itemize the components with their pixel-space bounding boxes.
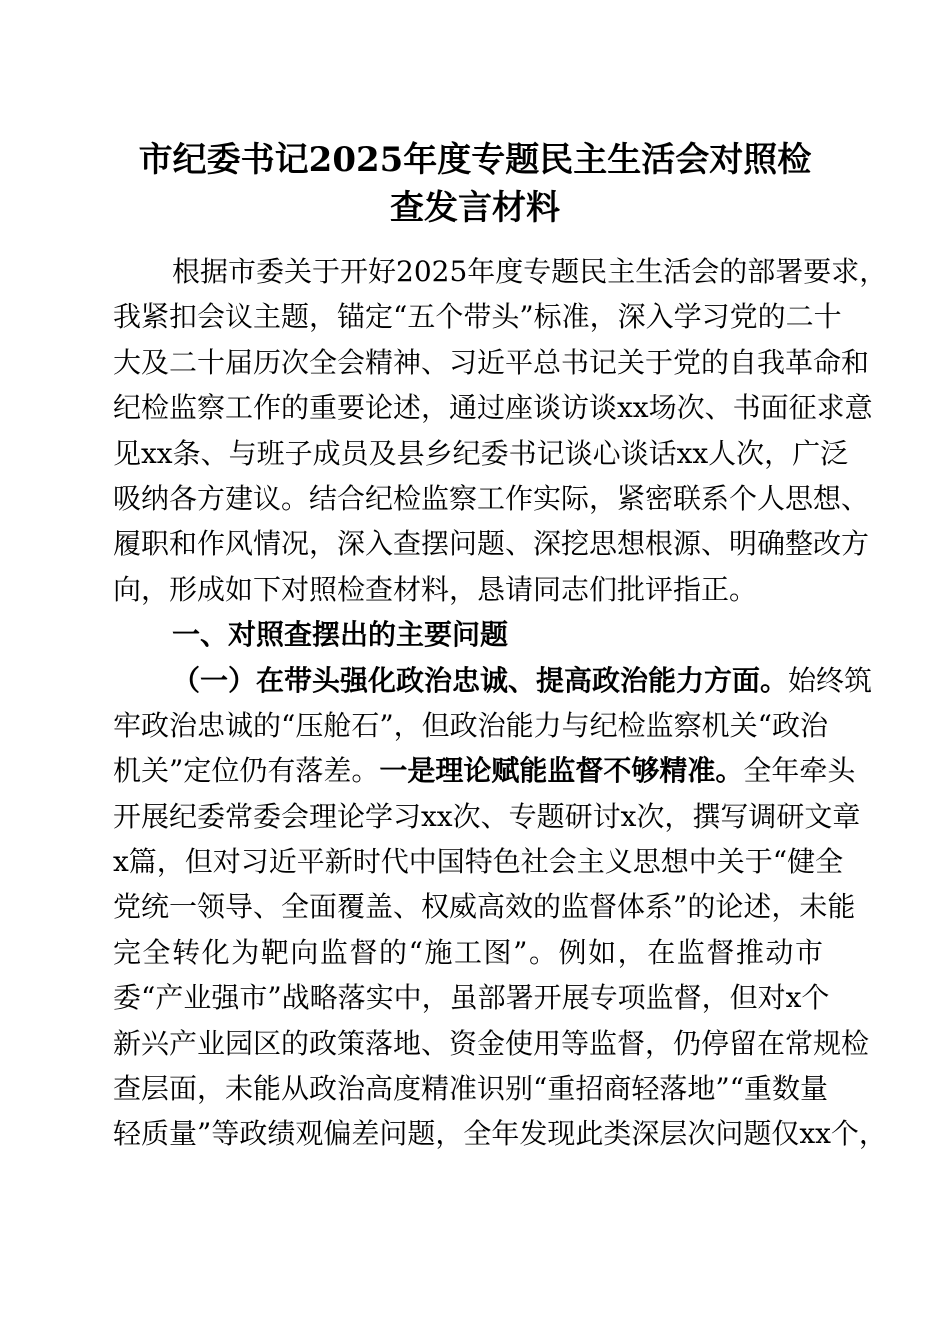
text-segment: 机关”定位仍有落差。 <box>113 754 380 788</box>
text-line <box>113 249 888 294</box>
text-segment: 履职和作风情况，深入查摆问题、深挖思想根源、明确整改方 <box>113 527 870 561</box>
text-line <box>113 703 828 748</box>
text-segment: 开展纪委常委会理论学习xx次、专题研讨x次，撰写调研文章 <box>113 799 861 833</box>
bold-text: 一是理论赋能监督不够精准。 <box>379 754 744 788</box>
text-line <box>113 794 861 839</box>
text-segment: 党统一领导、全面覆盖、权威高效的监督体系”的论述，未能 <box>113 890 856 924</box>
text-segment: 查层面，未能从政治高度精准识别“重招商轻落地”“重数量 <box>113 1072 828 1106</box>
text-segment: 委“产业强市”战略落实中，虽部署开展专项监督，但对x个 <box>113 981 830 1015</box>
text-segment: 根据市委关于开好2025年度专题民主生活会的部署要求， <box>172 255 888 288</box>
text-segment: 见xx条、与班子成员及县乡纪委书记谈心谈话xx人次，广泛 <box>113 436 849 470</box>
text-line <box>113 431 849 476</box>
text-segment: 吸纳各方建议。结合纪检监察工作实际，紧密联系个人思想、 <box>113 481 870 515</box>
text-segment: 轻质量”等政绩观偏差问题，全年发现此类深层次问题仅xx个， <box>113 1117 887 1151</box>
section-heading <box>113 612 823 657</box>
text-segment: 大及二十届历次全会精神、习近平总书记关于党的自我革命和 <box>113 345 870 379</box>
text-line <box>113 521 870 566</box>
text-segment: 全年牵头 <box>743 754 856 788</box>
text-segment: 牢政治忠诚的“压舱石”，但政治能力与纪检监察机关“政治 <box>113 708 828 742</box>
text-line <box>113 1021 870 1066</box>
text-line <box>113 1066 828 1111</box>
text-line <box>113 340 870 385</box>
document-body <box>113 249 888 1157</box>
text-line <box>113 930 823 975</box>
text-line <box>113 839 844 884</box>
text-segment: 纪检监察工作的重要论述，通过座谈访谈xx场次、书面征求意 <box>113 391 873 425</box>
text-segment: 我紧扣会议主题，锚定“五个带头”标准，深入学习党的二十 <box>113 300 842 334</box>
text-line <box>113 658 873 703</box>
document-title-line-2: 查发言材料 <box>390 188 560 228</box>
text-segment: 新兴产业园区的政策落地、资金使用等监督，仍停留在常规检 <box>113 1026 870 1060</box>
text-line <box>113 385 873 430</box>
text-segment: 一、对照查摆出的主要问题 <box>172 618 509 652</box>
bold-text: （一）在带头强化政治忠诚、提高政治能力方面。 <box>172 663 789 697</box>
text-segment: x篇，但对习近平新时代中国特色社会主义思想中关于“健全 <box>113 845 844 879</box>
document-title-line-1: 市纪委书记2025年度专题民主生活会对照检 <box>138 140 812 180</box>
text-line <box>113 567 823 612</box>
text-segment: 始终筑 <box>788 663 873 697</box>
text-line <box>113 1111 887 1156</box>
text-segment: 完全转化为靶向监督的“施工图”。例如，在监督推动市 <box>113 935 823 969</box>
text-line <box>113 975 830 1020</box>
text-line <box>113 748 856 793</box>
text-line <box>113 884 856 929</box>
text-line <box>113 476 870 521</box>
text-segment: 向，形成如下对照检查材料，恳请同志们批评指正。 <box>113 572 758 606</box>
text-line <box>113 294 842 339</box>
